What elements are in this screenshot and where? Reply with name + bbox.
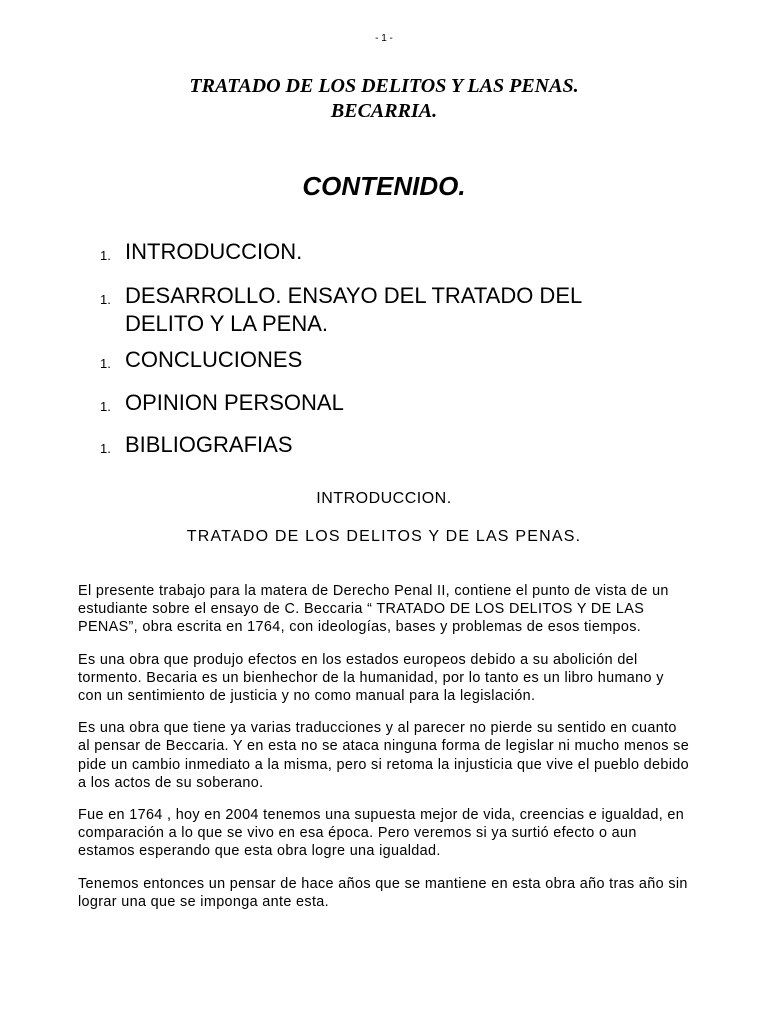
toc-item-number: 1. [100,356,111,371]
body-text [78,582,690,925]
paragraph: Es una obra que produjo efectos en los estados europeos debido a su abolición del tormento. Becaria es un bienhechor de la humanidad, por lo tanto es un libro humano y con un sentimiento de justicia y no como manual para la legislación. [78,651,664,705]
section-subheading: TRATADO DE LOS DELITOS Y DE LAS PENAS. [186,528,582,545]
document-title [0,74,768,124]
toc-item-text: DESARROLLO. ENSAYO DEL TRATADO DEL DELITO Y LA PENA. [125,283,582,336]
paragraph: Tenemos entonces un pensar de hace años que se mantiene en esta obra año tras año sin lograr una que se imponga ante esta. [78,875,688,910]
toc-item-text: INTRODUCCION. [125,239,303,264]
toc-item-number: 1. [100,248,111,263]
contents-heading: CONTENIDO. [302,171,466,201]
toc-item-text: CONCLUCIONES [125,347,303,372]
toc-item-text: BIBLIOGRAFIAS [125,432,293,457]
section-heading: INTRODUCCION. [316,490,452,507]
toc-item-number: 1. [100,292,111,307]
toc-item-number: 1. [100,441,111,456]
page-number: - 1 - [375,33,393,44]
toc-item-text: OPINION PERSONAL [125,390,344,415]
document-title-line-1: TRATADO DE LOS DELITOS Y LAS PENAS. [189,75,579,97]
toc-item-number: 1. [100,399,111,414]
paragraph: Fue en 1764 , hoy en 2004 tenemos una supuesta mejor de vida, creencias e igualdad, en comparación a lo que se vivo en esa época. Pero veremos si ya surtió efecto o aun estamos esperando que esta obra logre una igualdad. [78,807,685,860]
document-title-line-2: BECARRIA. [330,100,438,122]
paragraph: El presente trabajo para la matera de Derecho Penal II, contiene el punto de vista de un estudiante sobre el ensayo de C. Beccaria “ TRATADO DE LOS DELITOS Y DE LAS PENAS”, obra escrita en 1764, con ideologías, bases y problemas de esos tiempos. [78,583,669,636]
paragraph: Es una obra que tiene ya varias traducciones y al parecer no pierde su sentido en cuanto al pensar de Beccaria. Y en esta no se ataca ninguna forma de legislar ni mucho menos se pide un cambio inmediato a la misma, pero si retoma la injusticia que vive el pueblo debido a los actos de su soberano. [78,720,690,791]
